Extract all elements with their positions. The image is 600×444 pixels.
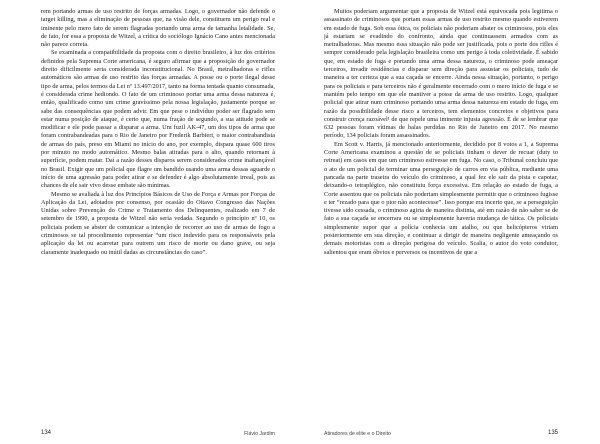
right-page-text-column bbox=[324, 8, 558, 424]
right-page bbox=[300, 0, 600, 444]
paragraph: Mesmo se avaliada à luz dos Princípios Básicos de Uso de Força e Armas por Forças de Aplicação da Lei, adotados por consenso, por ocasião do Oitavo Congresso das Nações Unidas sobre Prevenção do Crime e Tratamento dos Delinquentes, realizado em 7 de setembro de 1990, a proposta de Witzel não seria vedada. Segundo o princípio nº 10, os policiais podem se abster de comunicar a intenção de recorrer ao uso de armas de fogo a criminosos se tal procedimento representar “um risco indevido para os responsáveis pela aplicação da lei ou acarretar para outrem um risco de morte ou dano grave, ou seja claramente inadequado ou inútil dadas as circunstâncias do caso”. bbox=[41, 190, 275, 256]
left-page-footer bbox=[41, 430, 275, 440]
paragraph: Em Scott v. Harris, já mencionado anteriormente, decidido por 8 votos a 1, a Suprema Corte Americana examinou a questão de se policiais tinham o dever de recuar (duty to retreat) em casos em que um criminoso estivesse em fuga. No caso, o Tribunal concluiu que o ato de um policial de terminar uma perseguição de carros em via pública, mediante uma pancada na parte traseira do veículo do criminoso, a qual fez ele sair da pista e capotar, deixando-o tetraplégico, não constituiu força excessiva. Em relação ao estado de fuga, a Corte assentou que os policiais não poderiam simplesmente permitir que o criminoso fugisse e ter “rezado para que o pior não acontecesse”. Isso porque era incerto que, se a perseguição tivesse sido cessada, o criminoso agiria de maneira distinta, até em razão de não saber se de fato a sua caçada se encerrara ou se simplesmente haveria mudança de tática. Os policiais simplesmente supor que a polícia conhecia um atalho, ou que helicópteros viriam posteriormente em sua direção, e continuar a dirigir de maneira negligente ameaçando os demais motoristas com a direção perigosa do veículo. Scalia, o autor do voto condutor, salientou que eram óbvios e perversos os incentivos de que a bbox=[324, 140, 558, 256]
running-head-title: Atiradores de elite e o Direito bbox=[324, 430, 391, 437]
paragraph: Se examinada a compatibilidade da proposta com o direito brasileiro, à luz dos critérios definidos pela Suprema Corte americana, é seguro afirmar que a proposição do governador direito dificilmente seria considerada inconstitucional. No Brasil, metralhadoras e rifles automáticos são armas de uso restrito das forças armadas. A posse ou o porte ilegal desse tipo de arma, pelos termos da Lei nº 13.497/2017, tanto na forma tentada quanto consumada, é considerada crime hediondo. O fato de um criminoso portar uma arma dessa natureza é, então, qualificado como um crime gravíssimo pela nossa legislação, justamente porque se sabe das consequências que podem advir. Em que pese o indivíduo poder ser flagrado sem estar numa posição de ataque, é certo que, numa fração de segundo, a sua atitude pode se modificar e ele pode passar a disparar a arma. Um fuzil AK-47, um dos tipos de arma que foram contrabandeadas para o Rio de Janeiro por Frederik Barbieri, o maior contrabandista de armas do país, preso em Miami no início do ano, por exemplo, dispara quase 600 tiros por minuto no modo automático. Mesmo balas atiradas para o alto, quando retornam à superfície, podem matar. Daí a razão desses disparos serem considerados crime inafiançável no Brasil. Exigir que um policial que flagre um bandido usando uma arma dessas aguarde o início de uma agressão para poder atirar e se defender é algo absolutamente irreal, pois as chances de ele sair vivo desse embate são mínimas. bbox=[41, 49, 275, 190]
running-head-author: Flávio Jardim bbox=[244, 430, 275, 437]
page-number: 134 bbox=[41, 430, 52, 436]
paragraph: rem portando armas de uso restrito de forças armadas. Logo, o governador não defende o target killing, mas a eliminação de pessoas que, na visão dele, constituem um perigo real e iminente pelo mero fato de serem flagradas portando uma arma de tamanha letalidade. Se, de fato, for essa a proposta de Witzel, a crítica do sociólogo Ignácio Cano antes mencionada não parece correta. bbox=[41, 8, 275, 49]
paragraph: Muitos poderiam argumentar que a proposta de Witzel está equivocada pois legitima o assassinato de criminosos que portam essas armas de uso restrito mesmo quando estiverem em estado de fuga. Sob essa ótica, os policiais não poderiam abater os criminosos, pois eles já estariam se evadindo do confronto, ainda que continuassem armados com as metralhadoras. Mas mesmo essa situação não pode ser justificada, pois o porte dos rifles é sempre considerado pela legislação brasileira como um perigo à toda coletividade. É sabido que, em estado de fuga e portando uma arma dessa natureza, o criminoso pode ameaçar terceiros, invadir residências e disparar sem direção para assustar os policiais, tudo de maneira a ter certeza que a sua caçada se encerre. Ainda nessa situação, portanto, o perigo para os policiais e para terceiros não é geralmente encerrado com o mero início de fuga e se mantém pelo tempo em que ele mantiver a posse da arma de uso restrito. Logo, qualquer policial que atirar num criminoso portando uma arma dessa natureza em estado de fuga, em razão da possibilidade desse risco a terceiros, tem elementos concretos e objetivos para construir crença razoável¹ de que repele uma iminente injusta agressão. É de se lembrar que 632 pessoas foram vítimas de balas perdidas no Rio de Janeiro em 2017. No mesmo período, 134 policiais foram assassinados. bbox=[324, 8, 558, 140]
right-page-footer bbox=[324, 430, 558, 440]
left-page-text-column bbox=[41, 8, 275, 424]
page-number: 135 bbox=[547, 430, 558, 436]
